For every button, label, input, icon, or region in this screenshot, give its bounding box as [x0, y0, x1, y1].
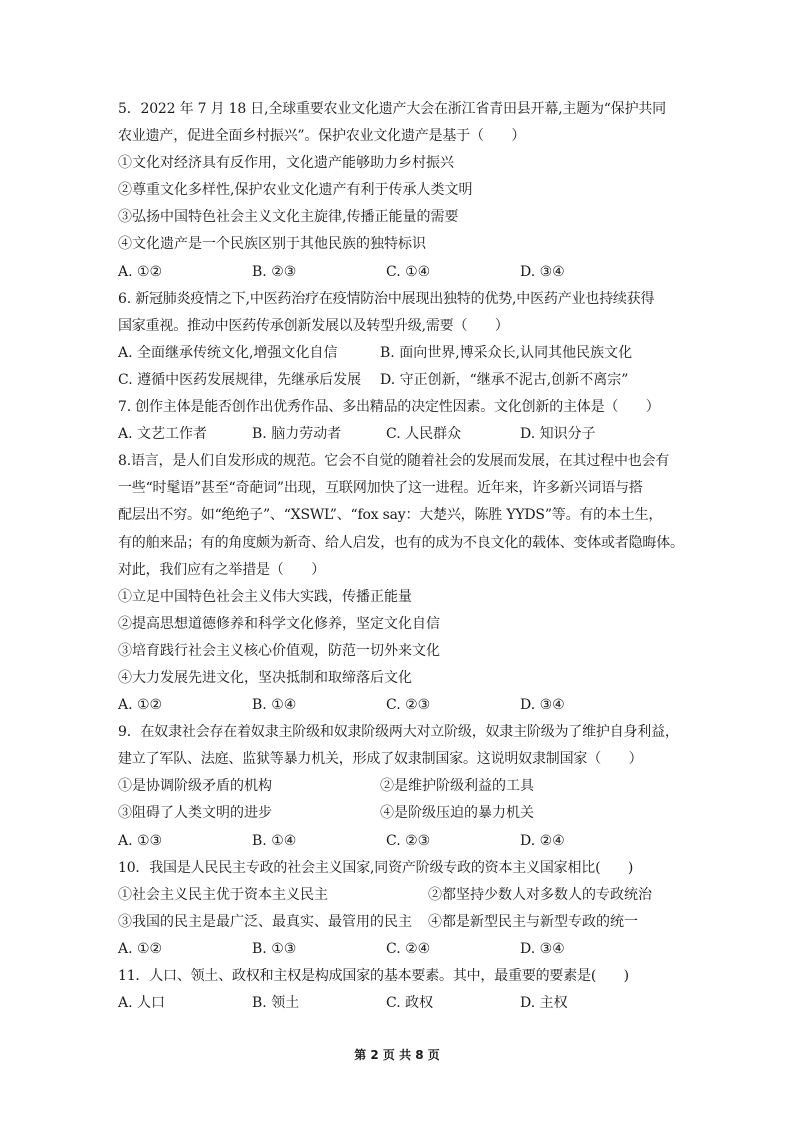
statement: ①社会主义民主优于资本主义民主 [118, 886, 328, 903]
question-stem: 11．人口、领土、政权和主权是构成国家的基本要素。其中，最重要的要素是( ) [118, 968, 629, 984]
question-7 [118, 394, 678, 448]
question-stem: 有的舶来品；有的角度颇为新奇、给人启发，也有的成为不良文化的载体、变体或者隐晦体。 [118, 534, 684, 551]
statements-row [118, 773, 678, 800]
statement: ②尊重文化多样性,保护农业文化遗产有利于传承人类文明 [118, 182, 473, 199]
option-d: D. 知识分子 [520, 426, 596, 443]
option-d: D. 守正创新，“继承不泥古,创新不离宗” [380, 371, 629, 388]
statement: ④都是新型民主与新型专政的统一 [428, 913, 638, 930]
options-row [118, 936, 678, 963]
options-row [118, 259, 678, 286]
option-b: B. ①④ [252, 832, 297, 849]
options-row [118, 828, 678, 855]
option-c: C. 政权 [386, 995, 434, 1012]
option-a: A. ①③ [118, 832, 163, 849]
statement: ④文化遗产是一个民族区别于其他民族的独特标识 [118, 236, 426, 253]
option-a: A. ①② [118, 263, 163, 280]
option-b: B. ②③ [252, 263, 297, 280]
option-c: C. ②③ [386, 697, 431, 714]
options-row [118, 990, 678, 1017]
question-stem: 国家重视。推动中医药传承创新发展以及转型升级,需要（ ） [118, 317, 509, 334]
option-b: B. 脑力劳动者 [252, 426, 342, 443]
statement: ①立足中国特色社会主义伟大实践，传播正能量 [118, 588, 412, 605]
question-stem: 一些“时髦语”甚至“奇葩词”出现，互联网加快了这一进程。近年来，许多新兴词语与搭 [118, 480, 643, 497]
question-stem: 建立了军队、法庭、监狱等暴力机关，形成了奴隶制国家。这说明奴隶制国家（ ） [118, 751, 643, 768]
question-stem: 9．在奴隶社会存在着奴隶主阶级和奴隶阶级两大对立阶级，奴隶主阶级为了维护自身利益， [118, 724, 679, 741]
statements-row [118, 909, 678, 936]
question-11 [118, 963, 678, 1017]
option-c: C. 人民群众 [386, 426, 462, 443]
question-10 [118, 855, 678, 963]
option-c: C. ②③ [386, 832, 431, 849]
statement: ④是阶级压迫的暴力机关 [380, 805, 534, 822]
statement: ④大力发展先进文化，坚决抵制和取缔落后文化 [118, 669, 412, 686]
option-c: C. 遵循中医药发展规律，先继承后发展 [118, 371, 362, 388]
statement: ①文化对经济具有反作用，文化遗产能够助力乡村振兴 [118, 155, 454, 172]
statement: ②是维护阶级利益的工具 [380, 778, 534, 795]
page-content [118, 96, 684, 1017]
option-a: A. 全面继承传统文化,增强文化自信 [118, 344, 338, 361]
option-c: C. ②④ [386, 940, 431, 957]
option-d: D. ③④ [520, 940, 565, 957]
question-stem: 8.语言，是人们自发形成的规范。它会不自觉的随着社会的发展而发展，在其过程中也会有 [118, 453, 670, 470]
option-b: B. ①③ [252, 940, 297, 957]
option-d: D. ③④ [520, 697, 565, 714]
options-row [118, 340, 678, 367]
statements-row [118, 882, 678, 909]
statement: ③培育践行社会主义核心价值观，防范一切外来文化 [118, 642, 440, 659]
options-row [118, 367, 678, 394]
option-a: A. 人口 [118, 995, 166, 1012]
question-stem: 对此，我们应有之举措是（ ） [118, 561, 325, 578]
question-6 [118, 286, 678, 394]
question-9 [118, 719, 678, 854]
question-5 [118, 96, 678, 286]
options-row [118, 692, 678, 719]
option-a: A. 文艺工作者 [118, 426, 208, 443]
option-c: C. ①④ [386, 263, 431, 280]
question-stem: 6. 新冠肺炎疫情之下,中医药治疗在疫情防治中展现出独特的优势,中医药产业也持续获得 [118, 290, 655, 307]
statement: ②都坚持少数人对多数人的专政统治 [428, 886, 652, 903]
statement: ③阻碍了人类文明的进步 [118, 805, 272, 822]
options-row [118, 421, 678, 448]
option-d: D. ③④ [520, 263, 565, 280]
question-stem: 10．我国是人民民主专政的社会主义国家,同资产阶级专政的资本主义国家相比( ) [118, 859, 634, 876]
question-stem: 7. 创作主体是能否创作出优秀作品、多出精品的决定性因素。文化创新的主体是（ ） [118, 399, 660, 416]
statements-row [118, 800, 678, 827]
option-d: D. 主权 [520, 995, 568, 1012]
page-number-footer: 第 2 页 共 8 页 [354, 1048, 440, 1062]
option-b: B. 面向世界,博采众长,认同其他民族文化 [380, 344, 633, 361]
option-d: D. ②④ [520, 832, 565, 849]
question-stem: 配层出不穷。如“绝绝子”、“XSWL”、“fox say：大楚兴，陈胜 YYDS”等。有的本土生， [118, 507, 663, 524]
statement: ③弘扬中国特色社会主义文化主旋律,传播正能量的需要 [118, 209, 459, 226]
option-b: B. 领土 [252, 995, 300, 1012]
statement: ①是协调阶级矛盾的机构 [118, 778, 272, 795]
question-8 [118, 448, 684, 719]
option-b: B. ①④ [252, 697, 297, 714]
statement: ③我国的民主是最广泛、最真实、最管用的民主 [118, 913, 412, 930]
statement: ②提高思想道德修养和科学文化修养，坚定文化自信 [118, 615, 440, 632]
option-a: A. ①② [118, 697, 163, 714]
option-a: A. ①② [118, 940, 163, 957]
question-stem: 农业遗产，促进全面乡村振兴”。保护农业文化遗产是基于（ ） [118, 128, 526, 145]
question-stem: 5．2022 年 7 月 18 日,全球重要农业文化遗产大会在浙江省青田县开幕,主题为“保护共同 [118, 101, 666, 117]
